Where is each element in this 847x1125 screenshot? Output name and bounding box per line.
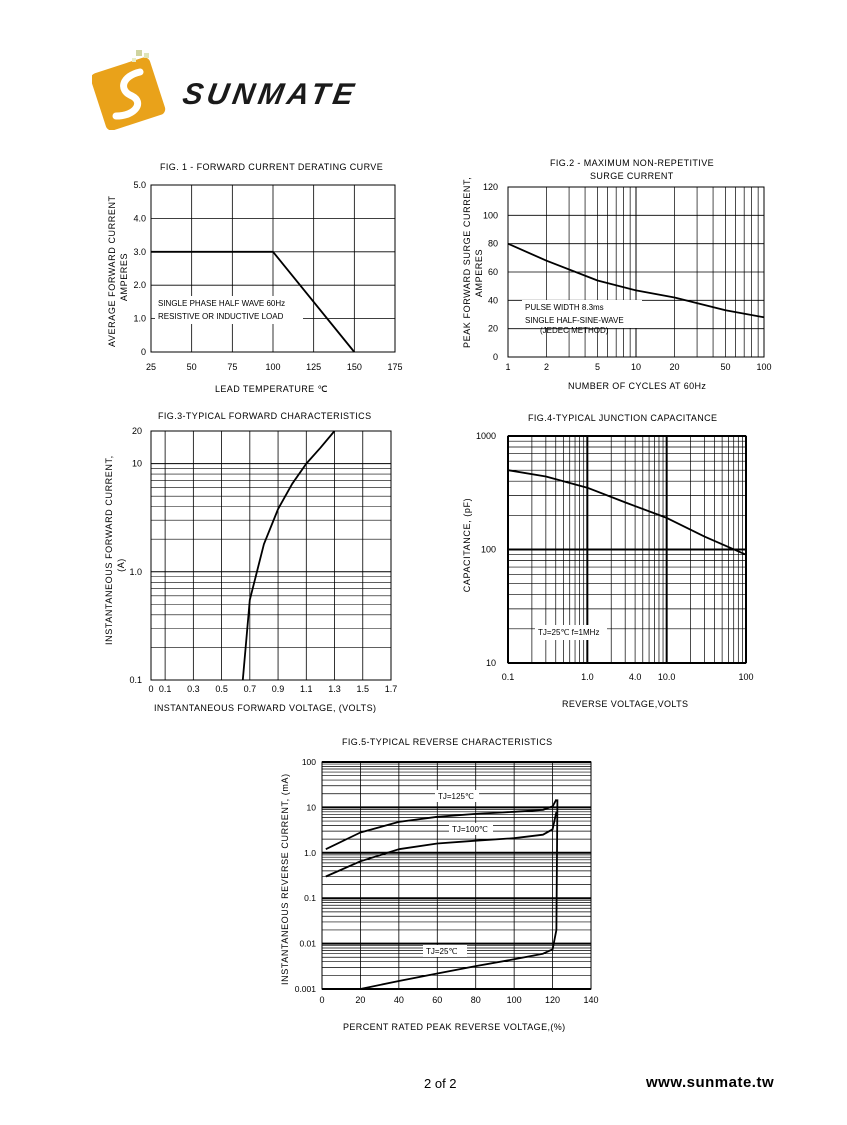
fig5-xtick: 140 bbox=[583, 995, 599, 1005]
fig2-ytick: 40 bbox=[487, 295, 498, 306]
fig4-ytick: 100 bbox=[480, 544, 496, 555]
fig1-ytick: 3.0 bbox=[133, 246, 146, 257]
fig5-series-label: TJ=100℃ bbox=[452, 825, 488, 834]
fig5-ytick: 0.01 bbox=[299, 938, 316, 949]
fig2-title-1: FIG.2 - MAXIMUM NON-REPETITIVE bbox=[550, 158, 715, 168]
fig3-xtick: 1.5 bbox=[356, 684, 370, 694]
fig1-ylabel-2: AMPERES bbox=[119, 252, 129, 302]
fig2-plot bbox=[430, 0, 847, 400]
fig4-xtick: 0.1 bbox=[501, 672, 515, 682]
fig5-xtick: 60 bbox=[432, 995, 443, 1005]
fig3-xtick: 0 bbox=[148, 684, 154, 694]
fig4-xtick: 10.0 bbox=[657, 672, 676, 682]
fig1-xtick: 50 bbox=[186, 362, 197, 372]
fig4-curve bbox=[508, 470, 746, 555]
fig5-xtick: 80 bbox=[470, 995, 481, 1005]
fig2-ytick: 80 bbox=[487, 238, 498, 249]
fig4-ylabel: CAPACITANCE, (pF) bbox=[462, 497, 472, 593]
fig1-note-1: RESISTIVE OR INDUCTIVE LOAD bbox=[158, 312, 284, 321]
fig1-ytick: 0 bbox=[140, 347, 146, 357]
fig5-xtick: 120 bbox=[545, 995, 561, 1005]
fig3-xtick: 0.1 bbox=[158, 684, 172, 694]
fig2-ytick: 60 bbox=[487, 267, 498, 277]
fig1-xtick: 100 bbox=[265, 362, 281, 372]
fig2-xtick: 5 bbox=[594, 362, 600, 372]
fig4-ytick: 10 bbox=[485, 658, 496, 668]
fig5-xtick: 40 bbox=[393, 995, 404, 1005]
fig3-xtick: 0.7 bbox=[243, 684, 257, 694]
fig3-xtick: 0.5 bbox=[215, 684, 228, 694]
fig5-plot bbox=[240, 740, 640, 1040]
fig3-xtick: 0.3 bbox=[187, 684, 200, 694]
fig1-plot bbox=[0, 0, 420, 400]
fig2-ytick: 20 bbox=[487, 323, 498, 334]
fig5-ylabel: INSTANTANEOUS REVERSE CURRENT, (mA) bbox=[280, 773, 290, 985]
fig1-xtick: 175 bbox=[387, 362, 403, 372]
fig2-note-2: (JEDEC METHOD) bbox=[540, 326, 609, 335]
fig2-ylabel-2: AMPERES bbox=[474, 248, 484, 298]
fig5-ytick: 0.001 bbox=[294, 984, 316, 994]
fig1-ytick: 4.0 bbox=[133, 213, 146, 224]
fig3-ytick: 1.0 bbox=[129, 566, 142, 577]
fig1-title: FIG. 1 - FORWARD CURRENT DERATING CURVE bbox=[160, 162, 384, 172]
fig2-title-2: SURGE CURRENT bbox=[590, 171, 674, 181]
logo-wordmark: SUNMATE bbox=[180, 78, 361, 111]
fig1-xlabel: LEAD TEMPERATURE ℃ bbox=[215, 384, 328, 394]
fig2-xtick: 100 bbox=[756, 362, 772, 372]
fig4-plot bbox=[430, 400, 847, 720]
fig3-plot bbox=[0, 400, 420, 720]
fig4-xtick: 1.0 bbox=[581, 672, 594, 682]
fig2-ytick: 120 bbox=[482, 182, 498, 192]
fig1-ytick: 5.0 bbox=[133, 180, 146, 190]
fig5-title: FIG.5-TYPICAL REVERSE CHARACTERISTICS bbox=[342, 737, 553, 747]
fig3-title: FIG.3-TYPICAL FORWARD CHARACTERISTICS bbox=[158, 411, 372, 421]
fig5-ytick: 100 bbox=[301, 757, 316, 767]
fig4-xlabel: REVERSE VOLTAGE,VOLTS bbox=[562, 699, 689, 709]
fig3-xlabel: INSTANTANEOUS FORWARD VOLTAGE, (VOLTS) bbox=[154, 703, 377, 713]
fig5-series-label: TJ=125℃ bbox=[438, 792, 474, 801]
fig3-ytick: 20 bbox=[131, 426, 142, 436]
fig3-xtick: 1.7 bbox=[384, 684, 398, 694]
fig1-note-0: SINGLE PHASE HALF WAVE 60Hz bbox=[158, 299, 286, 308]
fig2-xtick: 2 bbox=[544, 362, 550, 372]
fig1-ytick: 1.0 bbox=[133, 313, 146, 324]
fig1-ytick: 2.0 bbox=[133, 280, 146, 291]
fig2-note-1: SINGLE HALF-SINE-WAVE bbox=[525, 316, 624, 325]
fig4-xtick: 100 bbox=[738, 672, 754, 682]
fig1-xtick: 25 bbox=[145, 362, 157, 372]
fig5-ytick: 10 bbox=[306, 802, 316, 813]
fig4-note-0: TJ=25℃ f=1MHz bbox=[538, 628, 600, 637]
fig1-ylabel-1: AVERAGE FORWARD CURRENT bbox=[107, 195, 117, 347]
fig5-xtick: 20 bbox=[355, 995, 366, 1005]
fig3-ytick: 10 bbox=[131, 458, 142, 469]
fig1-xtick: 125 bbox=[306, 362, 322, 372]
fig4-ytick: 1000 bbox=[475, 431, 496, 441]
fig5-xlabel: PERCENT RATED PEAK REVERSE VOLTAGE,(%) bbox=[343, 1022, 566, 1032]
fig3-xtick: 1.1 bbox=[300, 684, 313, 694]
footer-url: www.sunmate.tw bbox=[646, 1074, 775, 1091]
fig2-xtick: 1 bbox=[505, 362, 511, 372]
fig3-ylabel-1: INSTANTANEOUS FORWARD CURRENT, bbox=[104, 455, 114, 645]
fig2-xtick: 20 bbox=[669, 362, 680, 372]
page-number: 2 of 2 bbox=[424, 1076, 457, 1091]
fig5-xtick: 0 bbox=[319, 995, 325, 1005]
fig2-xlabel: NUMBER OF CYCLES AT 60Hz bbox=[568, 381, 707, 391]
fig5-ytick: 0.1 bbox=[304, 893, 316, 904]
fig2-xtick: 10 bbox=[630, 362, 642, 372]
fig1-xtick: 150 bbox=[346, 362, 362, 372]
fig2-ytick: 0 bbox=[492, 352, 498, 362]
fig2-ytick: 100 bbox=[482, 210, 498, 221]
fig4-xtick: 4.0 bbox=[628, 672, 642, 682]
fig3-xtick: 1.3 bbox=[328, 684, 341, 694]
fig2-xtick: 50 bbox=[720, 362, 731, 372]
fig2-note-0: PULSE WIDTH 8.3ms bbox=[525, 303, 604, 312]
fig3-ytick: 0.1 bbox=[129, 675, 142, 685]
fig2-ylabel-1: PEAK FORWARD SURGE CURRENT, bbox=[462, 176, 472, 348]
fig5-xtick: 100 bbox=[506, 995, 522, 1005]
fig5-ytick: 1.0 bbox=[304, 847, 316, 858]
fig3-xtick: 0.9 bbox=[271, 684, 285, 694]
fig5-series-label: TJ=25℃ bbox=[426, 947, 458, 956]
fig1-xtick: 75 bbox=[227, 362, 238, 372]
fig3-ylabel-2: (A) bbox=[116, 558, 126, 572]
fig4-title: FIG.4-TYPICAL JUNCTION CAPACITANCE bbox=[528, 413, 718, 423]
